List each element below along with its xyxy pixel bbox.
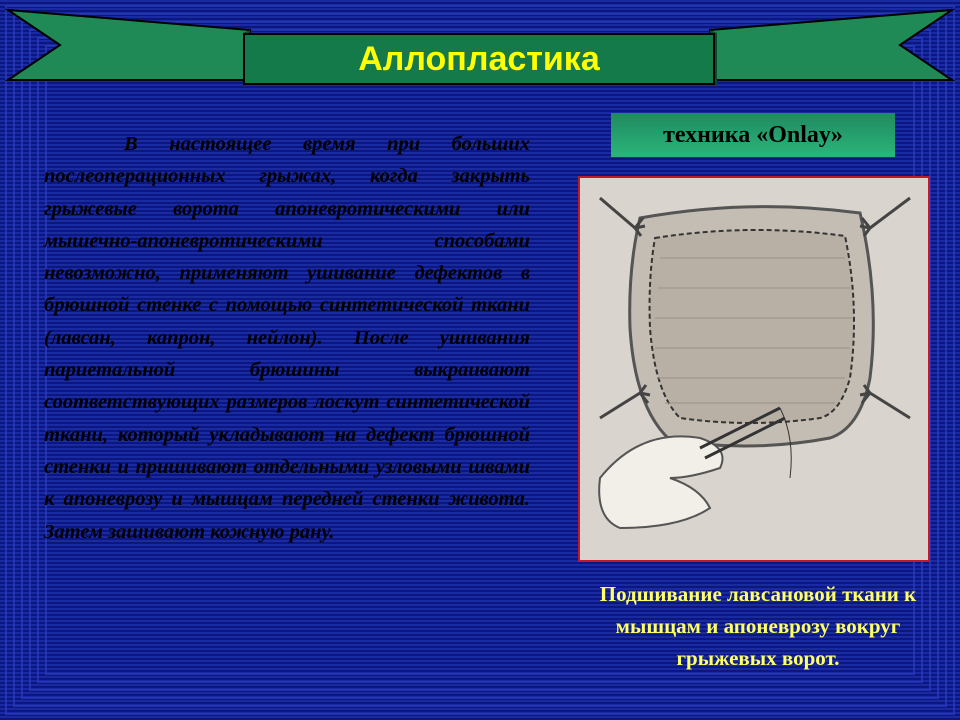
surgical-mesh-illustration-icon — [580, 178, 928, 560]
technique-label: техника «Onlay» — [663, 121, 843, 148]
figure-caption: Подшивание лавсановой ткани к мышцам и апоневрозу вокруг грыжевых ворот. — [599, 582, 917, 670]
surgical-illustration — [578, 176, 930, 562]
body-paragraph: В настоящее время при больших послеоперационных грыжах, когда закрыть грыжевые ворота апоневротическими или мышечно-апоневротическими способами невозможно, применяют ушивание дефектов в брюшной стенке с помощью синтетической ткани (лавсан, капрон, нейлон). После ушивания париетальной брюшины выкраивают соответствующих размеров лоскут синтетической ткани, который укладывают на дефект брюшной стенки и пришивают отдельными узловыми швами к апоневрозу и мышцам передней стенки живота. Затем зашивают кожную рану. — [44, 133, 530, 543]
slide-title: Аллопластика — [358, 39, 600, 78]
title-box — [243, 33, 715, 85]
technique-label-box — [611, 113, 895, 157]
